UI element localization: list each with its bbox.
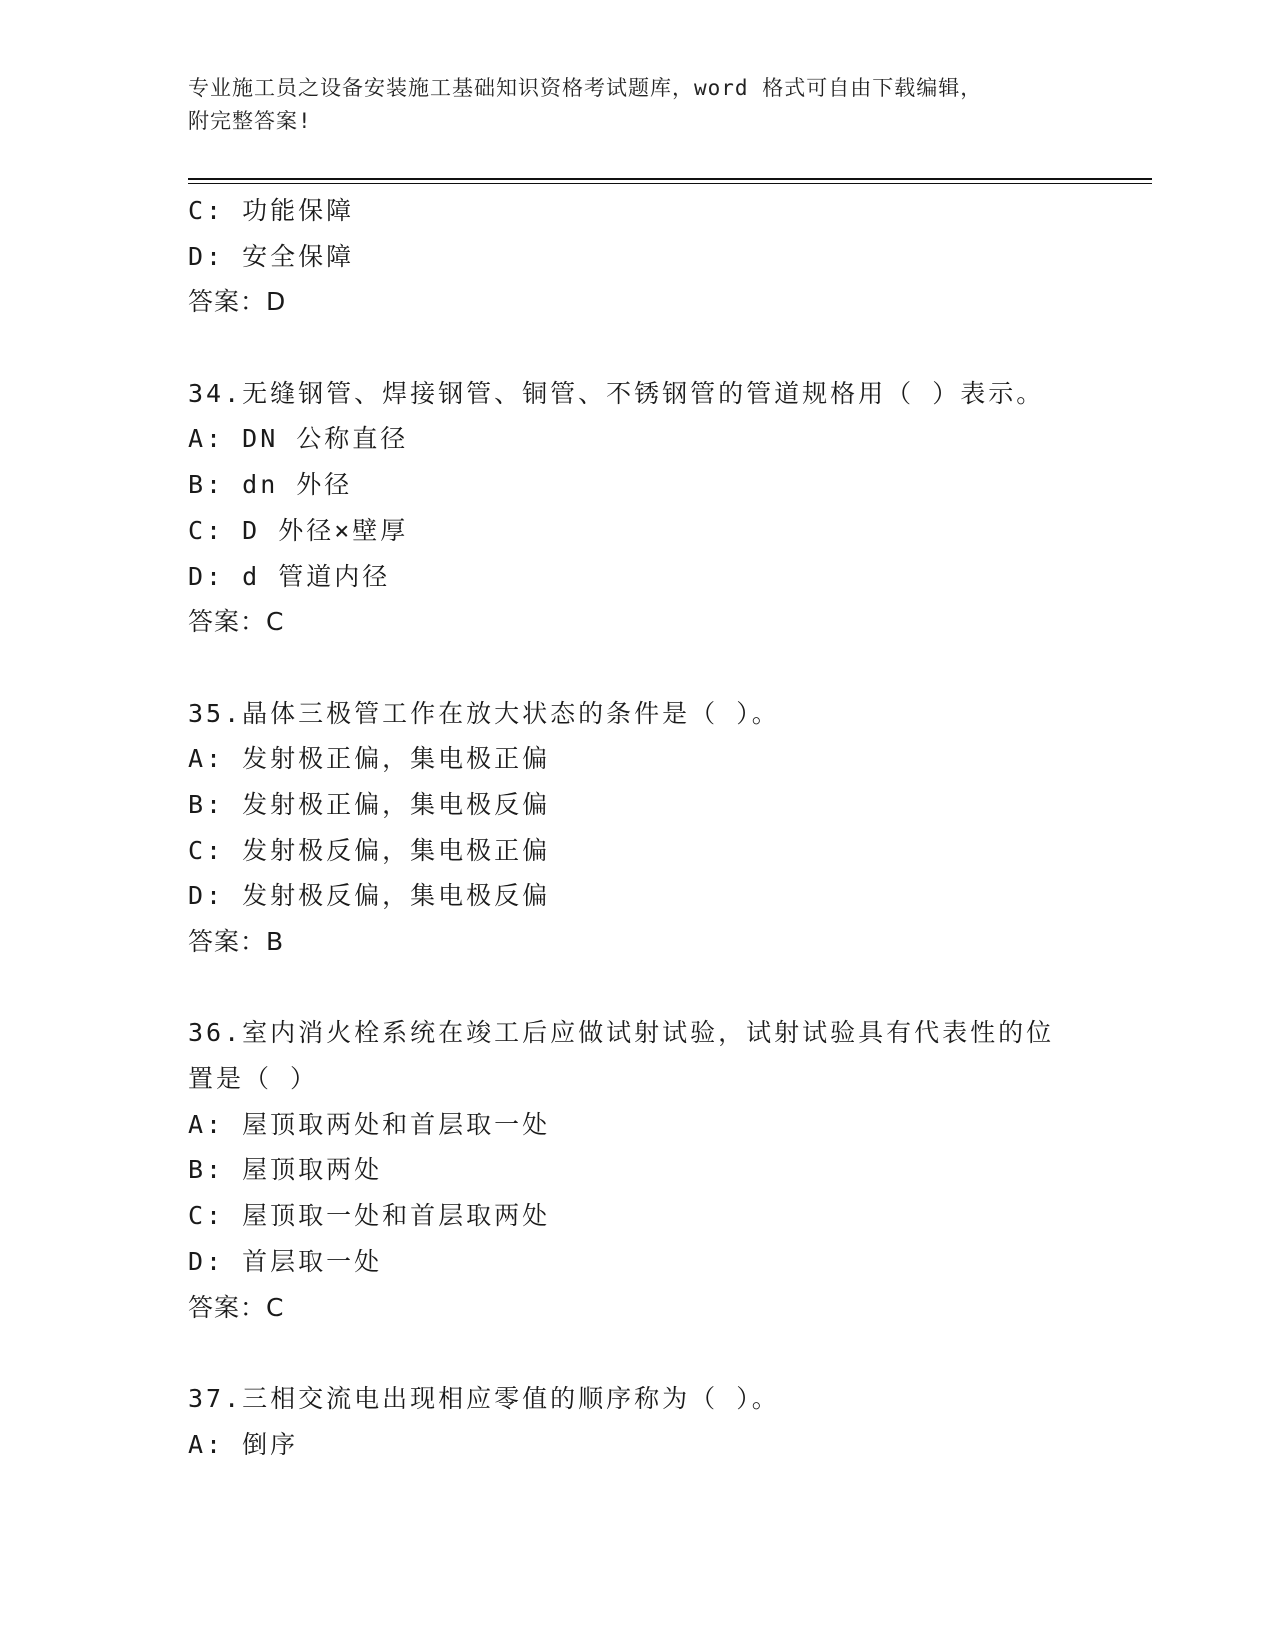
option-b: B: dn 外径 xyxy=(188,470,353,500)
answer-line: 答案：D xyxy=(188,287,287,317)
option-b: B: 屋顶取两处 xyxy=(188,1155,383,1185)
header-line-1: 专业施工员之设备安装施工基础知识资格考试题库，word 格式可自由下载编辑， xyxy=(188,76,983,100)
option-a: A: DN 公称直径 xyxy=(188,424,409,454)
option-b: B: 发射极正偏，集电极反偏 xyxy=(188,789,551,819)
spacer xyxy=(188,645,1128,691)
option-d: D: 首层取一处 xyxy=(188,1246,383,1276)
option-d: D: d 管道内径 xyxy=(188,561,391,591)
spacer xyxy=(188,965,1128,1011)
question-stem: 35.晶体三极管工作在放大状态的条件是（ ）。 xyxy=(188,698,780,728)
option-c: C: D 外径×壁厚 xyxy=(188,515,409,545)
answer-line: 答案：C xyxy=(188,1292,285,1322)
question-stem: 34.无缝钢管、焊接钢管、铜管、不锈钢管的管道规格用（ ）表示。 xyxy=(188,378,1045,408)
header-rule-thin xyxy=(188,183,1152,184)
question-36 xyxy=(188,1010,1128,1330)
answer-line: 答案：B xyxy=(188,927,285,956)
option-c: C: 功能保障 xyxy=(188,196,355,225)
option-c: C: 发射极反偏，集电极正偏 xyxy=(188,835,551,865)
question-stem-line-2: 置是（ ） xyxy=(188,1064,319,1094)
option-a: A: 发射极正偏，集电极正偏 xyxy=(188,744,551,774)
question-34 xyxy=(188,371,1128,645)
question-stem-line-1: 36.室内消火栓系统在竣工后应做试射试验，试射试验具有代表性的位 xyxy=(188,1018,1055,1048)
question-stem: 37.三相交流电出现相应零值的顺序称为（ ）。 xyxy=(188,1383,780,1413)
question-list xyxy=(188,188,1128,1467)
option-a: A: 倒序 xyxy=(188,1429,299,1459)
question-33-continued xyxy=(188,188,1128,325)
option-d: D: 发射极反偏，集电极反偏 xyxy=(188,881,551,911)
spacer xyxy=(188,1330,1128,1376)
page-header xyxy=(188,72,1088,138)
answer-line: 答案：C xyxy=(188,607,285,637)
question-35 xyxy=(188,691,1128,965)
option-c: C: 屋顶取一处和首层取两处 xyxy=(188,1201,551,1231)
option-a: A: 屋顶取两处和首层取一处 xyxy=(188,1109,551,1139)
spacer xyxy=(188,325,1128,371)
option-d: D: 安全保障 xyxy=(188,241,355,271)
header-line-2: 附完整答案! xyxy=(188,109,312,133)
header-rule-thick xyxy=(188,178,1152,180)
question-37 xyxy=(188,1376,1128,1467)
